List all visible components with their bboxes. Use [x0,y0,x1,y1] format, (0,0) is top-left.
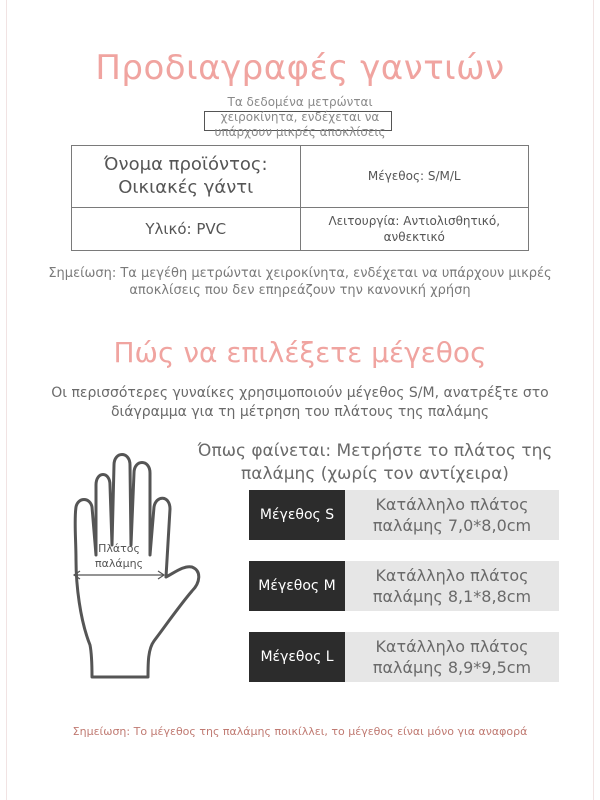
size-label-m: Μέγεθος M [249,561,345,611]
choose-size-title: Πώς να επιλέξετε μέγεθος [113,336,487,369]
size-row-l [249,632,559,682]
product-name-cell: Όνομα προϊόντος: Οικιακές γάντι [72,146,301,208]
measure-note-box: Τα δεδομένα μετρώνται χειροκίνητα, ενδέχεται να υπάρχουν μικρές αποκλίσεις [214,95,386,139]
bottom-note: Σημείωση: Το μέγεθος της παλάμης ποικίλλει, το μέγεθος είναι μόνο για αναφορά [72,725,528,738]
spec-title: Προδιαγραφές γαντιών [95,48,505,88]
choose-size-description: Οι περισσότερες γυναίκες χρησιμοποιούν μέγεθος S/M, ανατρέξτε στο διάγραμμα για τη μέτρηση του πλάτους της παλάμης [51,385,549,420]
right-border-line [593,0,594,800]
size-row-m [249,561,559,611]
size-cell: Μέγεθος: S/M/L [300,146,529,208]
material-cell: Υλικό: PVC [72,207,301,250]
size-label-s: Μέγεθος S [249,490,345,540]
size-value-l: Κατάλληλο πλάτος παλάμης 8,9*9,5cm [345,632,559,682]
spec-note: Σημείωση: Τα μεγέθη μετρώνται χειροκίνητα, ενδέχεται να υπάρχουν μικρές αποκλίσεις που δεν επηρεάζουν την κανονική χρήση [48,266,552,298]
size-row-s [249,490,559,540]
left-border-line [6,0,7,800]
measure-instruction: Όπως φαίνεται: Μετρήστε το πλάτος της παλάμης (χωρίς τον αντίχειρα) [197,441,553,484]
palm-width-label: Πλάτος παλάμης [94,542,144,570]
size-value-s: Κατάλληλο πλάτος παλάμης 7,0*8,0cm [345,490,559,540]
spec-table [71,145,529,251]
size-value-m: Κατάλληλο πλάτος παλάμης 8,1*8,8cm [345,561,559,611]
size-label-l: Μέγεθος L [249,632,345,682]
function-cell: Λειτουργία: Αντιολισθητικό, ανθεκτικό [300,207,529,250]
